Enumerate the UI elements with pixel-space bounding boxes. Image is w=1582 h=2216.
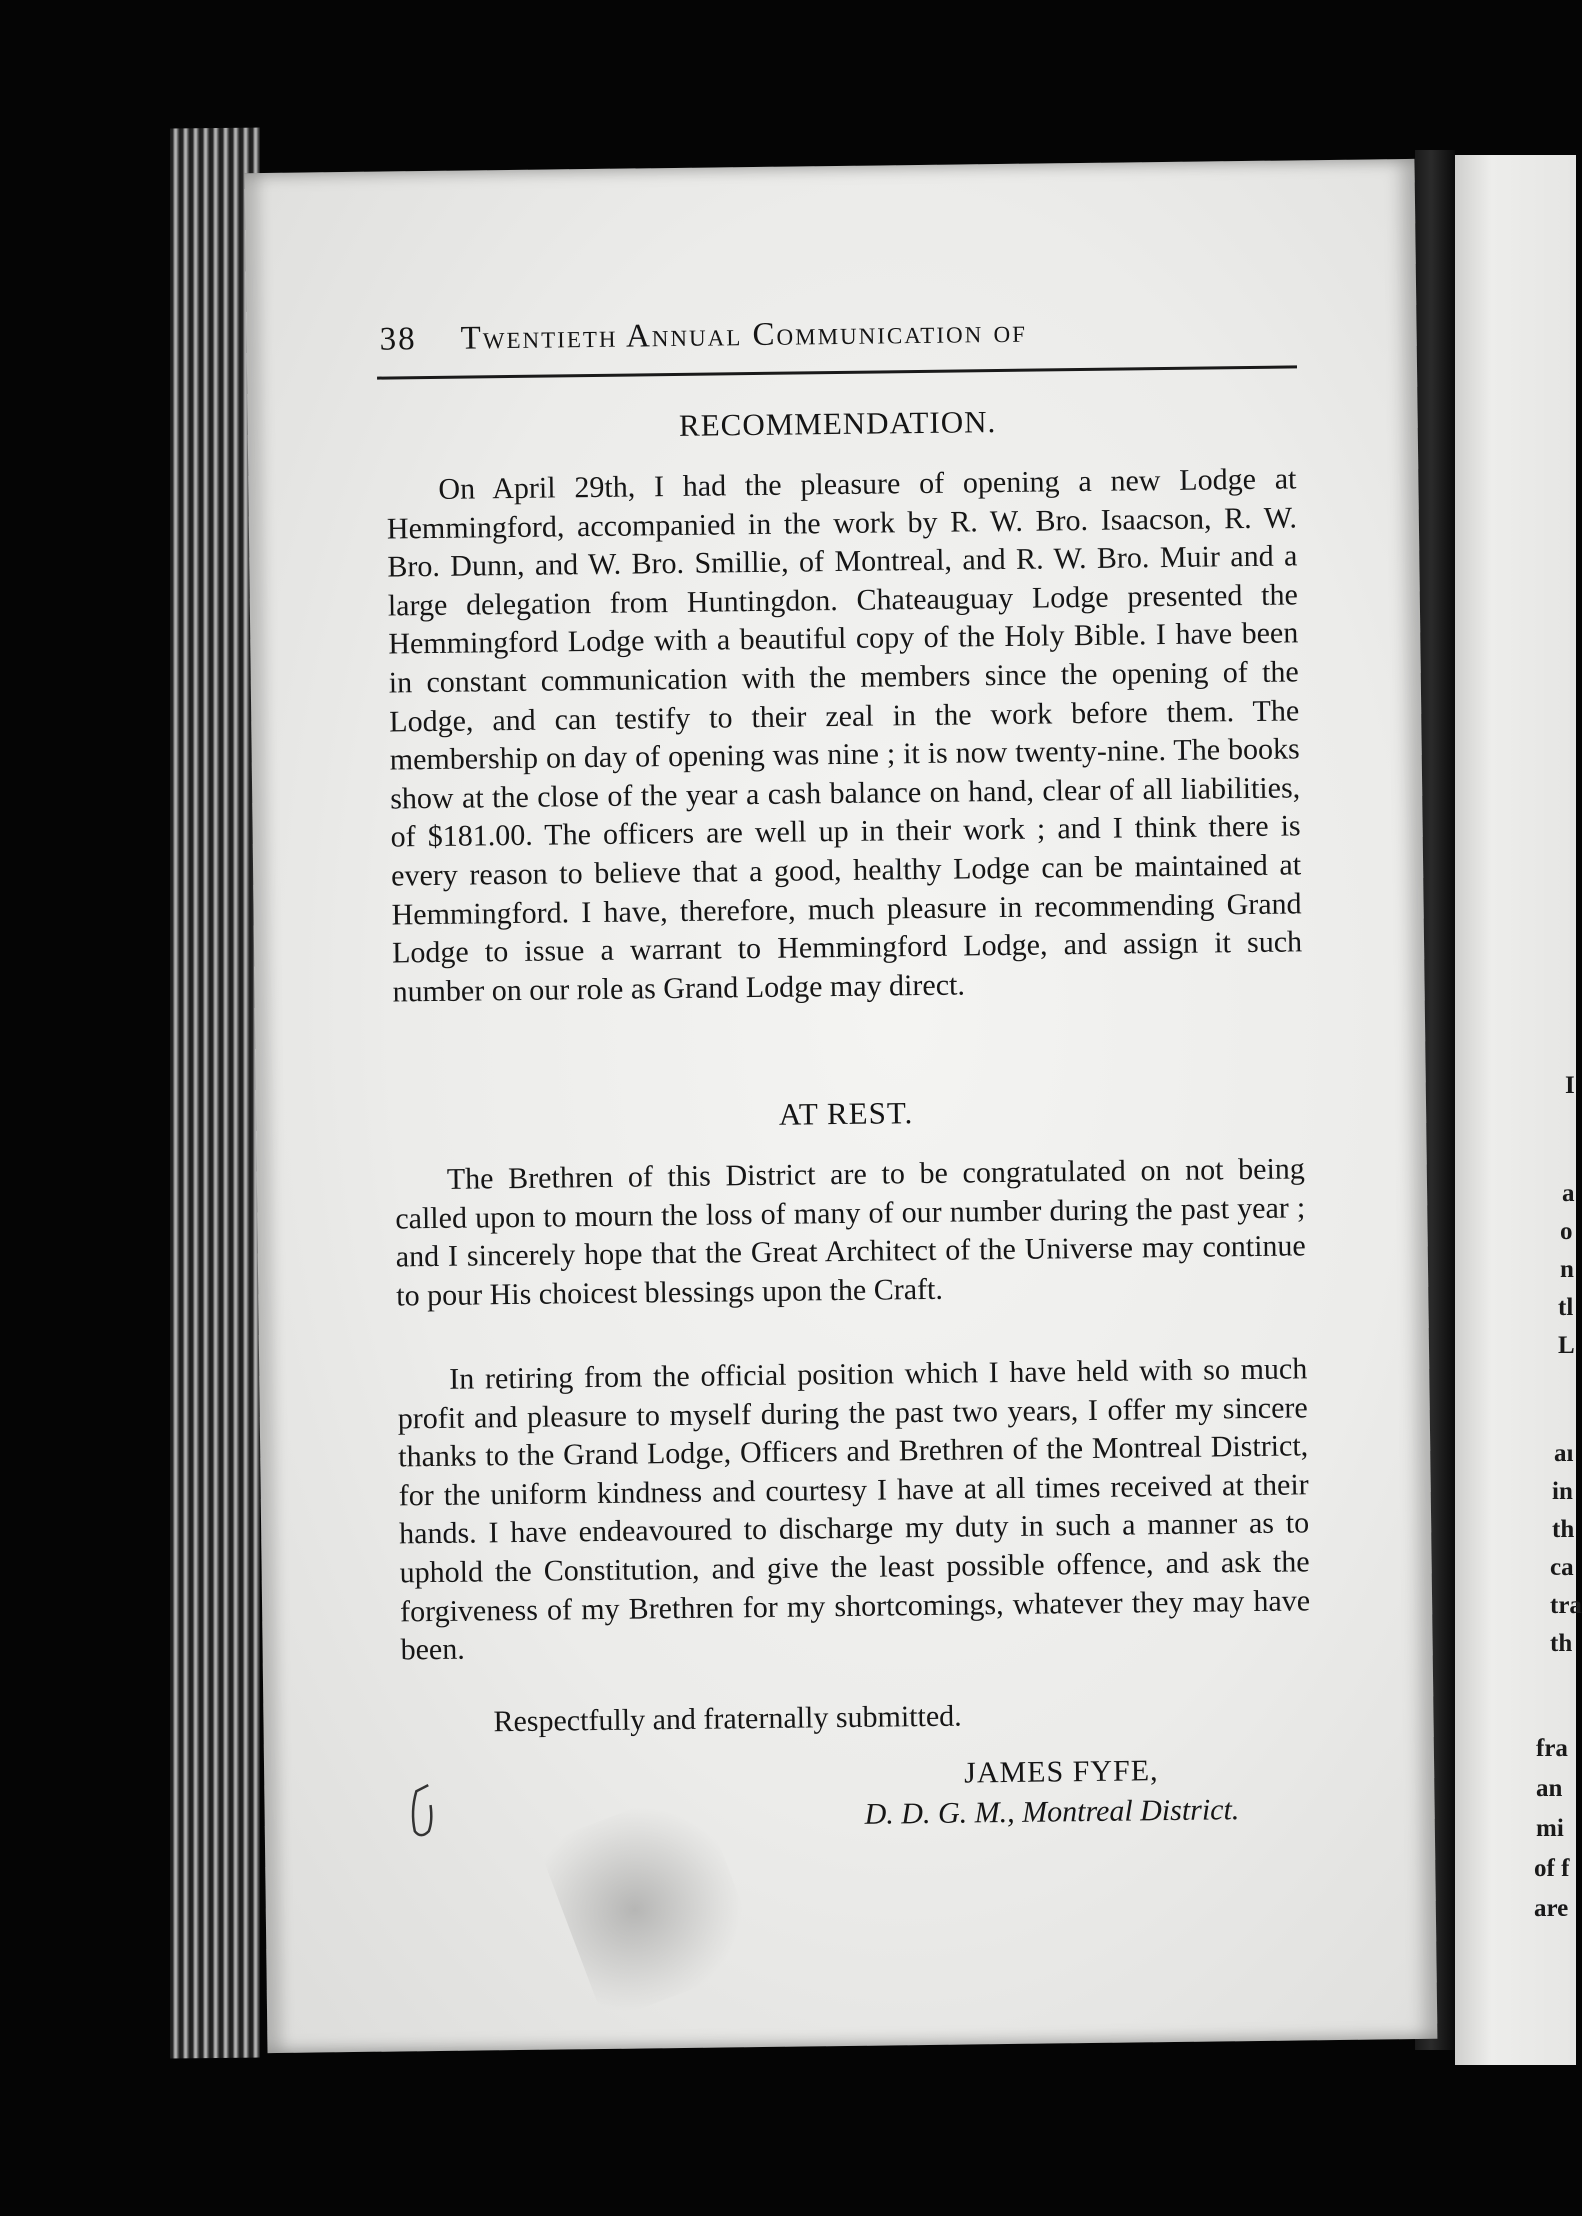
next-page-fragment: of f [1534,1855,1570,1882]
next-page-fragment: are [1534,1895,1569,1922]
pencil-mark-icon [406,1781,441,1841]
signature-title: D. D. G. M., Montreal District. [864,1793,1240,1831]
header-rule [377,365,1297,379]
next-page-fragment: a [1562,1180,1575,1207]
signature-name: JAMES FYFE, [963,1754,1159,1790]
next-page-fragment: th [1552,1516,1575,1543]
paragraph-at-rest-1: The Brethren of this District are to be congratulated on not being called upon to mourn the loss of many of our number during the past year ; and I sincerely hope that the Great Architect of the Universe may continue to pour His choicest blessings upon the Craft. [395,1152,1306,1313]
page-number: 38 [379,321,417,358]
ink-smudge [538,1784,764,2022]
next-page-fragment: o [1560,1218,1573,1245]
heading-recommendation: RECOMMENDATION. [678,404,997,443]
closing-line: Respectfully and fraternally submitted. [493,1699,962,1739]
next-page-fragment: n [1560,1256,1574,1283]
book-page-edges [170,128,260,2059]
next-page-fragment: an [1536,1775,1563,1802]
next-page-fragment: L [1558,1332,1575,1359]
next-page-fragment: aı [1554,1440,1574,1467]
next-page-fragment: fra [1536,1735,1568,1762]
next-page-fragment: th [1550,1630,1573,1657]
heading-at-rest: AT REST. [778,1095,914,1132]
next-page-fragment: ca [1550,1554,1574,1581]
next-page-fragment: in [1552,1478,1573,1505]
running-head [379,310,1299,358]
paragraph-recommendation: On April 29th, I had the pleasure of opening a new Lodge at Hemmingford, accompanied in the work by R. W. Bro. Isaacson, R. W. Bro. Dunn, and W. Bro. Smillie, of Montreal, and R. W. Bro. Muir and a large delegation from Huntingdon. Chateauguay Lodge presented the Hemmingford Lodge with a beautiful copy of the Holy Bible. I have been in constant communication with the members since the opening of the Lodge, and can testify to their zeal in the work before them. The membership on day of opening was nine ; it is now twenty-nine. The books show at the close of the year a cash balance on hand, clear of all liabilities, of $181.00. The officers are well up in their work ; and I think there is every reason to believe that a good, healthy Lodge can be maintained at Hemmingford. I have, therefore, much pleasure in recommending Grand Lodge to issue a warrant to Hemmingford Lodge, and assign it such number on our role as Grand Lodge may direct. [386,462,1303,1009]
next-page-fragment: I [1565,1072,1575,1099]
next-page-fragment: mi [1536,1815,1564,1842]
running-title: Twentieth Annual Communication of [460,313,1028,357]
book-page [245,159,1438,2053]
next-page-fragment: tra [1550,1592,1582,1619]
paragraph-at-rest-2: In retiring from the official position which I have held with so much profit and pleasure to myself during the past two years, I offer my sincere thanks to the Grand Lodge, Officers and Brethren of the Montreal District, for the uniform kindness and courtesy I have at all times received at their hands. I have endeavoured to discharge my duty in such a manner as to uphold the Constitution, and give the least possible offence, and ask the forgiveness of my Brethren for my shortcomings, whatever they may have been. [397,1352,1311,1667]
next-page-fragment: tl [1558,1294,1574,1321]
